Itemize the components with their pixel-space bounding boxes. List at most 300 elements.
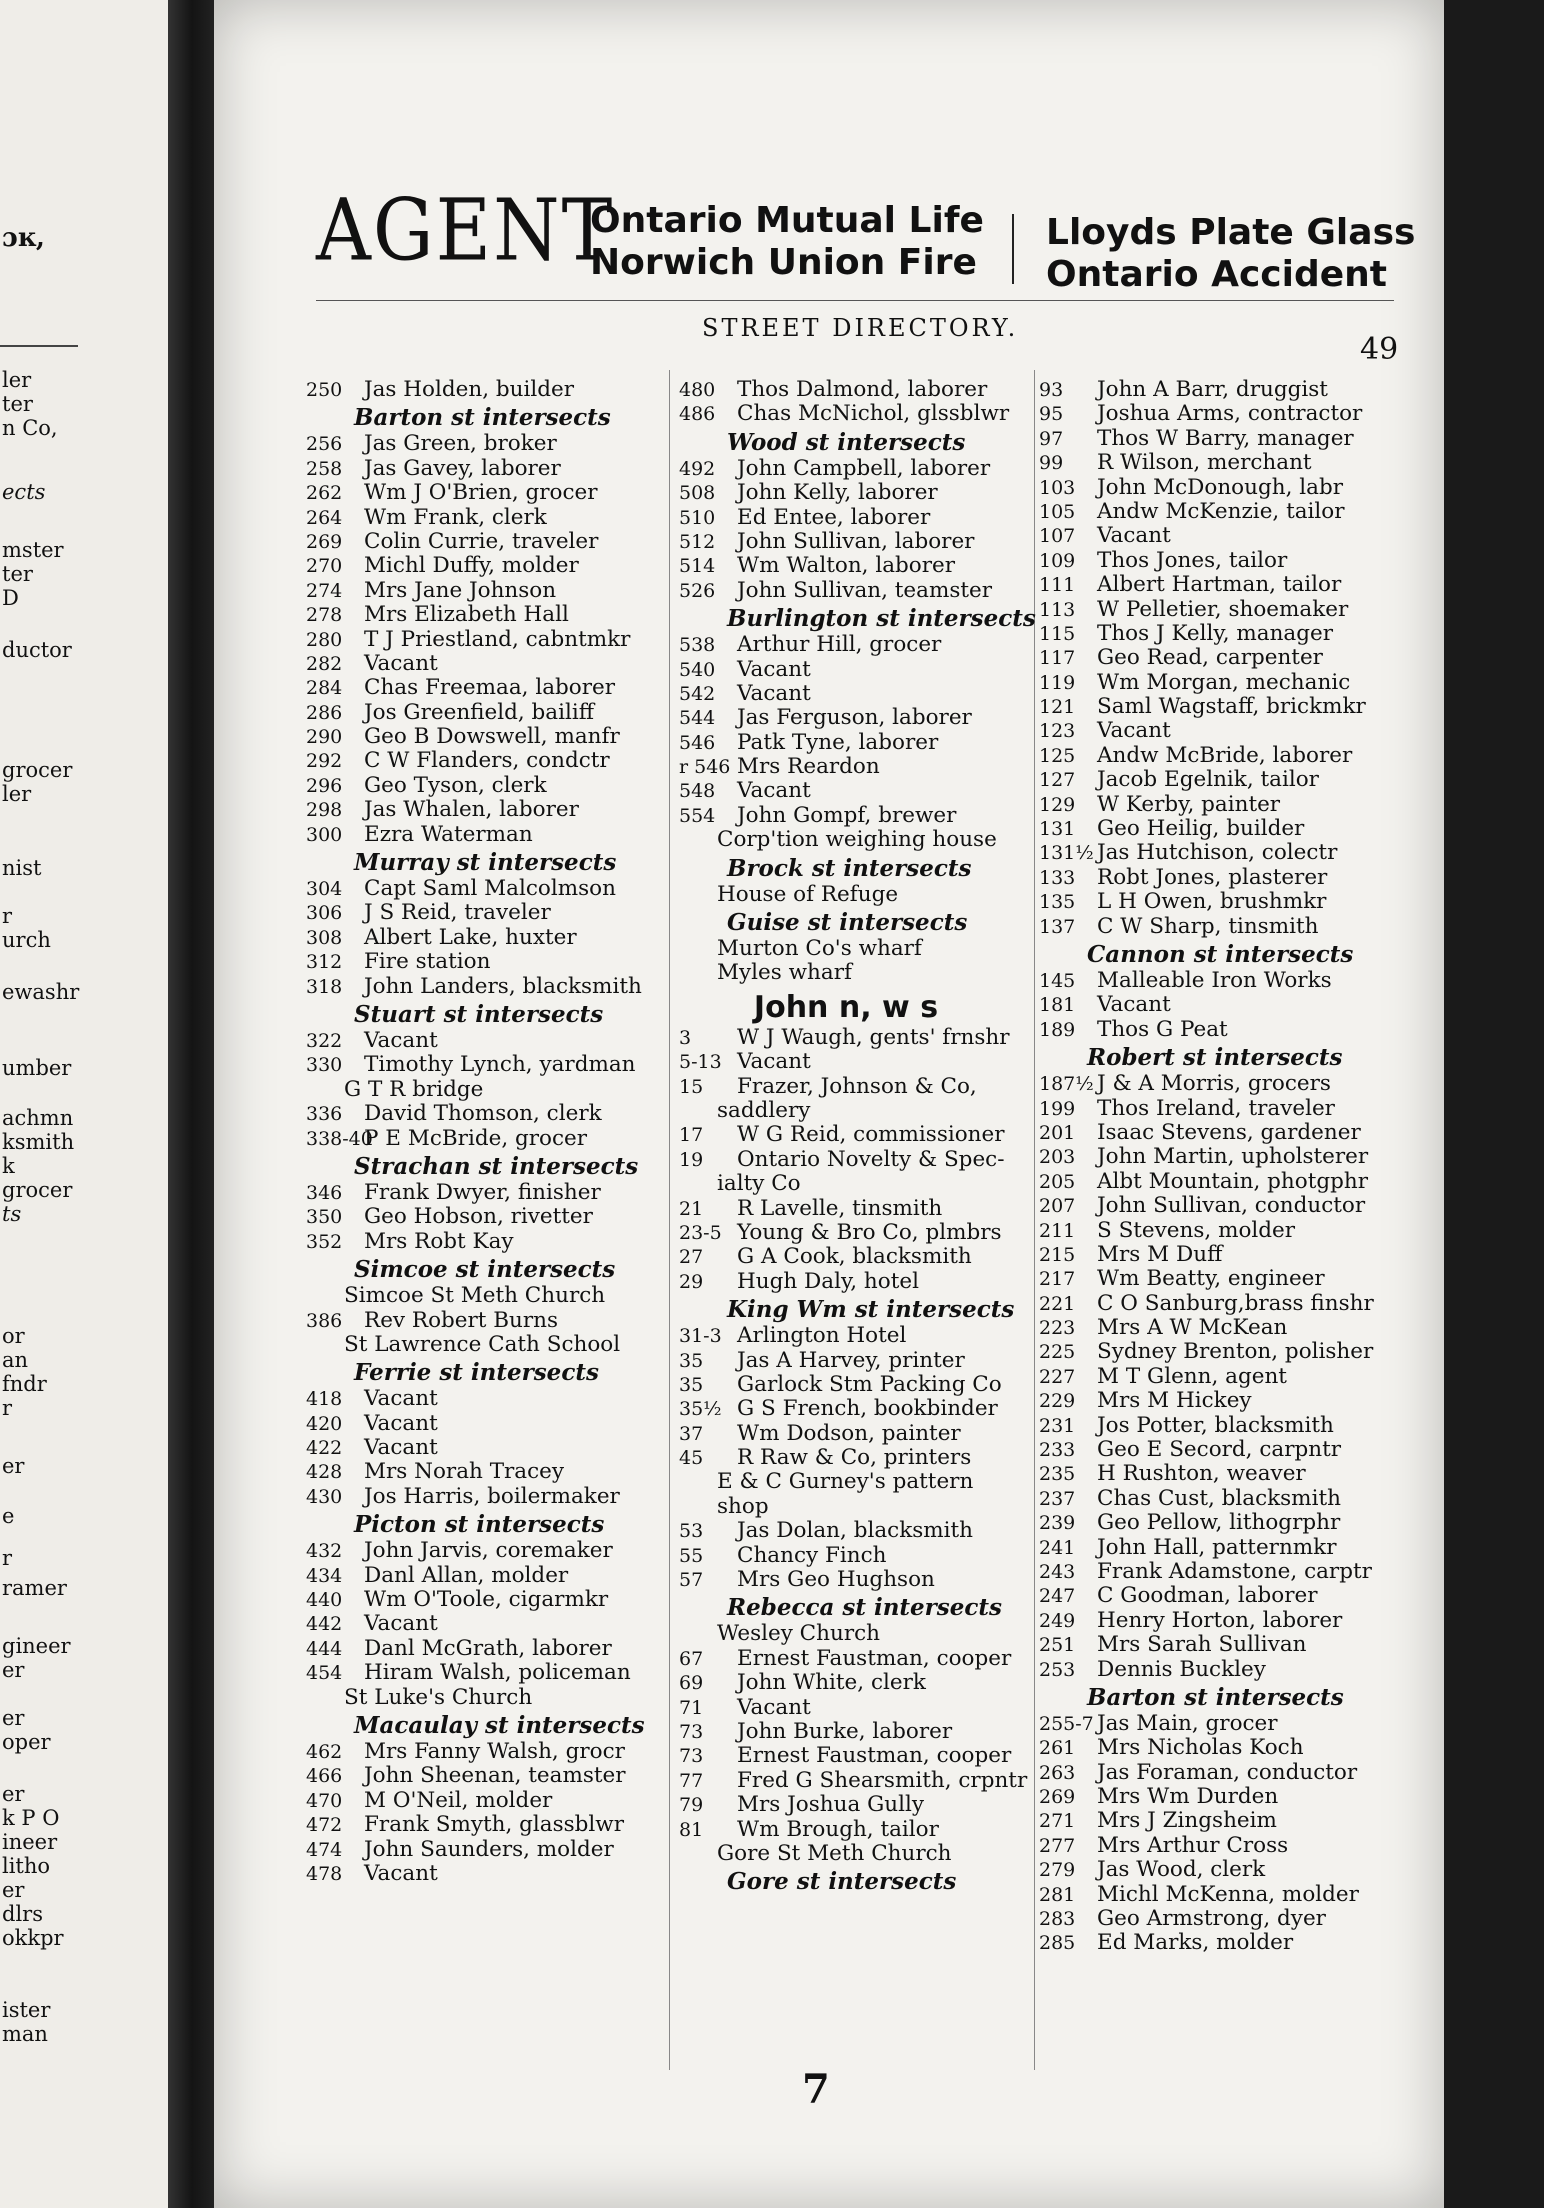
directory-entry xyxy=(679,506,1049,530)
running-head: STREET DIRECTORY. xyxy=(702,314,1019,342)
directory-entry xyxy=(1039,1462,1459,1486)
house-number: 123 xyxy=(1039,720,1076,743)
directory-entry xyxy=(1039,1785,1459,1809)
resident: Vacant xyxy=(1097,523,1171,549)
left-fragment: umber xyxy=(2,1056,72,1080)
cross-street-heading: Barton st intersects xyxy=(354,404,611,432)
directory-entry xyxy=(1039,1316,1459,1340)
directory-entry xyxy=(1039,622,1459,646)
house-number: 79 xyxy=(679,1794,704,1817)
house-number: 113 xyxy=(1039,598,1076,621)
house-number: 251 xyxy=(1039,1634,1076,1657)
resident: Vacant xyxy=(737,1694,811,1720)
left-page-rule xyxy=(0,345,78,347)
resident: Geo B Dowswell, manfr xyxy=(364,724,620,750)
directory-entry xyxy=(1039,1633,1459,1657)
resident: Ezra Waterman xyxy=(364,821,533,847)
house-number: 189 xyxy=(1039,1018,1076,1041)
directory-entry xyxy=(306,701,726,725)
resident: Ontario Novelty & Spec- xyxy=(737,1146,1005,1172)
directory-entry xyxy=(679,1422,1049,1446)
resident: Dennis Buckley xyxy=(1097,1656,1266,1682)
directory-entry xyxy=(306,1539,726,1563)
house-number: 290 xyxy=(306,726,343,749)
directory-entry xyxy=(679,1324,1049,1348)
house-number: 247 xyxy=(1039,1585,1076,1608)
house-number: 19 xyxy=(679,1148,704,1171)
directory-entry xyxy=(306,676,726,700)
resident: Sydney Brenton, polisher xyxy=(1097,1339,1374,1365)
resident: John Sheenan, teamster xyxy=(364,1763,626,1789)
left-fragment: r xyxy=(2,1546,13,1570)
left-fragment: ter xyxy=(2,392,33,416)
resident: Timothy Lynch, yardman xyxy=(364,1052,636,1078)
resident: John A Barr, druggist xyxy=(1097,377,1328,402)
resident: Wm Walton, laborer xyxy=(737,553,956,579)
resident: Thos Jones, tailor xyxy=(1097,547,1288,573)
cross-street-heading: Rebecca st intersects xyxy=(727,1594,1002,1622)
house-number: 255-7 xyxy=(1039,1712,1094,1735)
resident: W Kerby, painter xyxy=(1097,791,1281,817)
house-number: 540 xyxy=(679,658,716,681)
house-number: 129 xyxy=(1039,793,1076,816)
directory-entry xyxy=(306,798,726,822)
directory-entry xyxy=(679,1671,1049,1695)
resident: Frank Smyth, glassblwr xyxy=(364,1812,624,1838)
left-fragment: k P O xyxy=(2,1806,60,1830)
house-number: 274 xyxy=(306,579,343,602)
resident: Frank Dwyer, finisher xyxy=(364,1179,601,1205)
directory-entry xyxy=(679,1397,1049,1421)
directory-entry xyxy=(1039,1712,1459,1736)
resident: Chancy Finch xyxy=(737,1542,887,1568)
house-number: 127 xyxy=(1039,769,1076,792)
resident: M T Glenn, agent xyxy=(1097,1363,1287,1389)
directory-entry xyxy=(306,975,726,999)
resident: John Landers, blacksmith xyxy=(364,973,642,999)
resident: David Thomson, clerk xyxy=(364,1101,602,1127)
directory-entry xyxy=(306,1387,726,1411)
resident: Chas Cust, blacksmith xyxy=(1097,1485,1341,1511)
directory-note: Gore St Meth Church xyxy=(717,1840,952,1866)
scan-border xyxy=(1444,0,1544,2208)
house-number: 430 xyxy=(306,1485,343,1508)
house-number: 107 xyxy=(1039,525,1076,548)
cross-street-heading: Stuart st intersects xyxy=(354,1000,604,1028)
resident: H Rushton, weaver xyxy=(1097,1461,1306,1487)
house-number: 261 xyxy=(1039,1737,1076,1760)
directory-entry xyxy=(679,1793,1049,1817)
cross-street-heading: Guise st intersects xyxy=(727,909,968,937)
directory-entry xyxy=(679,530,1049,554)
house-number: 69 xyxy=(679,1672,704,1695)
resident: Mrs Reardon xyxy=(737,754,880,780)
left-fragment: grocer xyxy=(2,758,73,782)
house-number: 263 xyxy=(1039,1761,1076,1784)
resident: Frank Adamstone, carptr xyxy=(1097,1558,1372,1584)
house-number: 45 xyxy=(679,1447,704,1470)
house-number: 544 xyxy=(679,707,716,730)
house-number: 281 xyxy=(1039,1883,1076,1906)
resident: Thos Dalmond, laborer xyxy=(737,377,988,402)
directory-entry xyxy=(679,1373,1049,1397)
directory-entry xyxy=(306,1102,726,1126)
resident: P E McBride, grocer xyxy=(364,1125,588,1151)
directory-entry xyxy=(1039,1834,1459,1858)
directory-entry xyxy=(1039,1194,1459,1218)
directory-entry xyxy=(306,432,726,456)
left-fragment: nist xyxy=(2,856,42,880)
house-number: 283 xyxy=(1039,1908,1076,1931)
resident: C W Flanders, condctr xyxy=(364,748,610,774)
directory-entry xyxy=(1039,793,1459,817)
house-number: 338-40 xyxy=(306,1127,373,1150)
house-number: 486 xyxy=(679,403,716,426)
left-fragment: urch xyxy=(2,928,51,952)
directory-entry xyxy=(306,877,726,901)
resident: R Lavelle, tinsmith xyxy=(737,1195,943,1221)
house-number: 215 xyxy=(1039,1243,1076,1266)
directory-entry xyxy=(1039,695,1459,719)
house-number: 207 xyxy=(1039,1195,1076,1218)
house-number: 115 xyxy=(1039,622,1076,645)
house-number: 277 xyxy=(1039,1834,1076,1857)
ad-right xyxy=(1046,212,1415,296)
directory-entry xyxy=(306,1813,726,1837)
resident: Wm Brough, tailor xyxy=(737,1816,939,1842)
resident: Ernest Faustman, cooper xyxy=(737,1645,1012,1671)
resident: Vacant xyxy=(737,1049,811,1075)
resident: Vacant xyxy=(737,680,811,706)
resident: Mrs Nicholas Koch xyxy=(1097,1735,1304,1761)
house-number: 211 xyxy=(1039,1219,1076,1242)
house-number: 350 xyxy=(306,1206,343,1229)
directory-entry xyxy=(306,1181,726,1205)
resident: Joshua Arms, contractor xyxy=(1097,401,1363,427)
left-fragment: ler xyxy=(2,782,32,806)
house-number: 440 xyxy=(306,1589,343,1612)
resident: Albt Mountain, photgphr xyxy=(1097,1168,1368,1194)
left-fragment: er xyxy=(2,1878,25,1902)
resident: Thos W Barry, manager xyxy=(1097,425,1354,451)
directory-entry xyxy=(679,1075,1049,1099)
directory-column-1 xyxy=(306,378,726,1886)
cross-street-heading: Ferrie st intersects xyxy=(354,1359,599,1387)
left-fragment: gineer xyxy=(2,1634,71,1658)
house-number: 286 xyxy=(306,701,343,724)
resident: Wm Morgan, mechanic xyxy=(1097,669,1351,695)
house-number: 474 xyxy=(306,1838,343,1861)
house-number: 31-3 xyxy=(679,1325,722,1348)
directory-entry xyxy=(1039,1219,1459,1243)
directory-entry xyxy=(1039,1267,1459,1291)
directory-entry xyxy=(306,950,726,974)
house-number: 77 xyxy=(679,1769,704,1792)
directory-column-2 xyxy=(679,378,1049,1896)
directory-note: Myles wharf xyxy=(717,960,852,986)
directory-entry xyxy=(1039,1072,1459,1096)
directory-entry xyxy=(306,1637,726,1661)
directory-entry xyxy=(306,1485,726,1509)
directory-entry xyxy=(1039,1809,1459,1833)
left-fragment: er xyxy=(2,1454,25,1478)
directory-entry xyxy=(1039,1609,1459,1633)
directory-entry xyxy=(679,1245,1049,1269)
directory-entry xyxy=(679,1349,1049,1373)
house-number: 346 xyxy=(306,1181,343,1204)
directory-entry xyxy=(1039,1243,1459,1267)
house-number: 548 xyxy=(679,780,716,803)
house-number: 318 xyxy=(306,975,343,998)
directory-entry xyxy=(306,1564,726,1588)
directory-entry xyxy=(679,658,1049,682)
directory-entry xyxy=(306,628,726,652)
left-fragment: achmn xyxy=(2,1106,74,1130)
directory-entry xyxy=(1039,1761,1459,1785)
signature-folio: 7 xyxy=(802,2066,830,2113)
resident: Malleable Iron Works xyxy=(1097,967,1332,993)
house-number: 131 xyxy=(1039,818,1076,841)
resident: Frazer, Johnson & Co, xyxy=(737,1073,977,1099)
house-number: 37 xyxy=(679,1422,704,1445)
directory-note: saddlery xyxy=(717,1097,811,1123)
house-number: 510 xyxy=(679,506,716,529)
directory-entry xyxy=(306,926,726,950)
resident: Wm O'Toole, cigarmkr xyxy=(364,1587,609,1613)
house-number: 422 xyxy=(306,1437,343,1460)
resident: Jas Wood, clerk xyxy=(1097,1857,1266,1883)
directory-entry xyxy=(306,1205,726,1229)
resident: Geo Hobson, rivetter xyxy=(364,1204,593,1230)
house-number: 336 xyxy=(306,1103,343,1126)
directory-entry xyxy=(1039,1560,1459,1584)
resident: C W Sharp, tinsmith xyxy=(1097,913,1319,939)
directory-entry xyxy=(306,1127,726,1151)
directory-entry xyxy=(1039,598,1459,622)
directory-entry xyxy=(1039,1018,1459,1042)
resident: Arthur Hill, grocer xyxy=(737,632,942,658)
directory-entry xyxy=(679,481,1049,505)
resident: Chas McNichol, glssblwr xyxy=(737,401,1010,427)
directory-entry xyxy=(1039,1365,1459,1389)
house-number: 526 xyxy=(679,579,716,602)
directory-note: St Lawrence Cath School xyxy=(344,1331,621,1357)
resident: Hiram Walsh, policeman xyxy=(364,1660,631,1686)
resident: Mrs Wm Durden xyxy=(1097,1784,1279,1810)
house-number: 67 xyxy=(679,1647,704,1670)
house-number: 292 xyxy=(306,750,343,773)
house-number: 201 xyxy=(1039,1121,1076,1144)
ad-divider xyxy=(1012,214,1014,284)
directory-entry xyxy=(306,1838,726,1862)
cross-street-heading: Murray st intersects xyxy=(354,849,617,877)
cross-street-heading: King Wm st intersects xyxy=(727,1296,1015,1324)
directory-entry xyxy=(1039,476,1459,500)
house-number: 270 xyxy=(306,555,343,578)
house-number: 514 xyxy=(679,555,716,578)
resident: C Goodman, laborer xyxy=(1097,1583,1318,1609)
resident: C O Sanburg,brass finshr xyxy=(1097,1290,1374,1316)
directory-note: St Luke's Church xyxy=(344,1684,533,1710)
resident: W G Reid, commissioner xyxy=(737,1122,1005,1148)
resident: Andw McBride, laborer xyxy=(1097,742,1353,768)
resident: Robt Jones, plasterer xyxy=(1097,864,1328,890)
directory-entry xyxy=(679,1544,1049,1568)
agent-heading: AGENT xyxy=(316,180,615,280)
house-number: 125 xyxy=(1039,744,1076,767)
directory-entry xyxy=(306,1661,726,1685)
directory-entry xyxy=(306,603,726,627)
resident: John Jarvis, coremaker xyxy=(364,1538,613,1564)
directory-entry xyxy=(679,1744,1049,1768)
ad-left xyxy=(590,200,984,284)
directory-entry xyxy=(1039,646,1459,670)
house-number: 271 xyxy=(1039,1810,1076,1833)
resident: Vacant xyxy=(364,1435,438,1461)
resident: Mrs Geo Hughson xyxy=(737,1567,935,1593)
house-number: 73 xyxy=(679,1745,704,1768)
house-number: 269 xyxy=(1039,1786,1076,1809)
directory-entry xyxy=(679,1026,1049,1050)
directory-entry xyxy=(1039,1907,1459,1931)
house-number: 29 xyxy=(679,1270,704,1293)
directory-entry xyxy=(1039,719,1459,743)
directory-entry xyxy=(1039,841,1459,865)
directory-entry xyxy=(679,1123,1049,1147)
directory-entry xyxy=(679,1221,1049,1245)
resident: Fred G Shearsmith, crpntr xyxy=(737,1767,1028,1793)
resident: Thos G Peat xyxy=(1097,1016,1228,1042)
cross-street-heading: Simcoe st intersects xyxy=(354,1256,616,1284)
resident: Geo Tyson, clerk xyxy=(364,772,547,798)
resident: Vacant xyxy=(364,1027,438,1053)
resident: Vacant xyxy=(737,778,811,804)
directory-entry xyxy=(306,1436,726,1460)
resident: Vacant xyxy=(364,1386,438,1412)
resident: Vacant xyxy=(1097,718,1171,744)
resident: Jas Ferguson, laborer xyxy=(737,705,972,731)
resident: Mrs Joshua Gully xyxy=(737,1792,925,1818)
directory-entry xyxy=(1039,1389,1459,1413)
house-number: 538 xyxy=(679,634,716,657)
house-number: 225 xyxy=(1039,1341,1076,1364)
house-number: 279 xyxy=(1039,1859,1076,1882)
house-number: 508 xyxy=(679,482,716,505)
directory-entry xyxy=(679,1720,1049,1744)
directory-entry xyxy=(1039,378,1459,402)
resident: John Campbell, laborer xyxy=(737,455,991,481)
cross-street-heading: Brock st intersects xyxy=(727,854,972,882)
directory-entry xyxy=(1039,744,1459,768)
resident: Danl McGrath, laborer xyxy=(364,1635,612,1661)
resident: John Sullivan, teamster xyxy=(737,577,993,603)
house-number: 27 xyxy=(679,1246,704,1269)
resident: Michl Duffy, molder xyxy=(364,553,579,579)
resident: Andw McKenzie, tailor xyxy=(1097,498,1345,524)
resident: John Saunders, molder xyxy=(364,1836,614,1862)
resident: Jas Holden, builder xyxy=(364,377,575,402)
resident: Jas A Harvey, printer xyxy=(737,1347,965,1373)
resident: Vacant xyxy=(364,1860,438,1886)
resident: Wm Dodson, painter xyxy=(737,1420,961,1446)
resident: Geo Heilig, builder xyxy=(1097,816,1305,842)
house-number: 264 xyxy=(306,506,343,529)
house-number: 229 xyxy=(1039,1390,1076,1413)
directory-entry xyxy=(306,1412,726,1436)
resident: G A Cook, blacksmith xyxy=(737,1244,972,1270)
house-number: 269 xyxy=(306,530,343,553)
house-number: 434 xyxy=(306,1564,343,1587)
resident: John Kelly, laborer xyxy=(737,480,938,506)
house-number: 203 xyxy=(1039,1146,1076,1169)
house-number: 217 xyxy=(1039,1268,1076,1291)
directory-entry xyxy=(1039,817,1459,841)
house-number: 243 xyxy=(1039,1560,1076,1583)
resident: John Gompf, brewer xyxy=(737,802,957,828)
left-fragment: ler xyxy=(2,368,32,392)
house-number: 239 xyxy=(1039,1512,1076,1535)
directory-entry xyxy=(1039,1340,1459,1364)
resident: Wm Beatty, engineer xyxy=(1097,1266,1325,1292)
resident: Mrs M Hickey xyxy=(1097,1388,1252,1414)
resident: Mrs Arthur Cross xyxy=(1097,1832,1289,1858)
directory-entry xyxy=(679,731,1049,755)
resident: Jos Potter, blacksmith xyxy=(1097,1412,1334,1438)
house-number: 444 xyxy=(306,1637,343,1660)
street-heading: John n, w s xyxy=(753,989,939,1025)
page-number: 49 xyxy=(1360,332,1399,367)
directory-entry xyxy=(1039,1292,1459,1316)
directory-entry xyxy=(679,633,1049,657)
directory-entry xyxy=(1039,1858,1459,1882)
directory-entry xyxy=(1039,500,1459,524)
resident: Henry Horton, laborer xyxy=(1097,1607,1343,1633)
directory-note: House of Refuge xyxy=(717,881,899,907)
directory-entry xyxy=(306,1460,726,1484)
directory-entry xyxy=(679,1050,1049,1074)
resident: Vacant xyxy=(364,1410,438,1436)
resident: Fire station xyxy=(364,949,491,975)
directory-entry xyxy=(1039,1736,1459,1760)
directory-entry xyxy=(679,682,1049,706)
resident: John Sullivan, laborer xyxy=(737,528,975,554)
directory-entry xyxy=(1039,1145,1459,1169)
house-number: 250 xyxy=(306,379,343,401)
house-number: 131½ xyxy=(1039,842,1094,865)
resident: Jas Green, broker xyxy=(364,431,557,457)
house-number: 109 xyxy=(1039,549,1076,572)
directory-entry xyxy=(679,706,1049,730)
resident: Wm Frank, clerk xyxy=(364,504,547,530)
left-fragment: grocer xyxy=(2,1178,73,1202)
resident: R Raw & Co, printers xyxy=(737,1445,972,1471)
left-fragment: litho xyxy=(2,1854,51,1878)
directory-entry xyxy=(306,481,726,505)
resident: Ed Entee, laborer xyxy=(737,504,931,530)
directory-note: Murton Co's wharf xyxy=(717,936,922,962)
directory-entry xyxy=(306,1740,726,1764)
house-number: 93 xyxy=(1039,379,1064,401)
directory-entry xyxy=(1039,427,1459,451)
resident: Mrs Sarah Sullivan xyxy=(1097,1632,1307,1658)
left-fragment: or xyxy=(2,1324,25,1348)
resident: Michl McKenna, molder xyxy=(1097,1881,1359,1907)
left-fragment: fndr xyxy=(2,1372,47,1396)
resident: Arlington Hotel xyxy=(737,1323,907,1349)
resident: T J Priestland, cabntmkr xyxy=(364,626,631,652)
house-number: 352 xyxy=(306,1230,343,1253)
directory-note: E & C Gurney's pattern xyxy=(717,1469,974,1495)
